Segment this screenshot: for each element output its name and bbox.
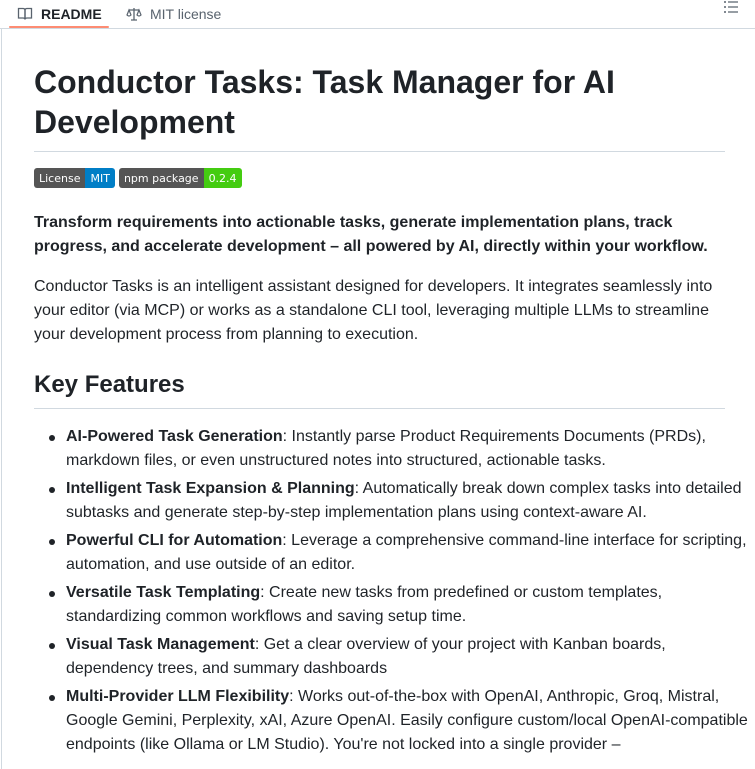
- feature-text: : Instantly parse Product Requirements Documents (PRDs), markdown files, or even unstructured notes into structured, actionable tasks.: [66, 428, 706, 469]
- tab-license-label: MIT license: [150, 6, 222, 22]
- list-item: [66, 633, 755, 681]
- npm-badge-label: npm package: [119, 168, 204, 188]
- license-badge[interactable]: [34, 168, 115, 188]
- features-list: [34, 425, 755, 761]
- list-item: [66, 685, 755, 757]
- license-badge-value: MIT: [85, 168, 114, 188]
- readme-tab-bar: [0, 0, 755, 29]
- tab-readme-label: README: [41, 6, 102, 22]
- feature-title: Visual Task Management: [66, 636, 255, 653]
- feature-text: : Get a clear overview of your project with Kanban boards, dependency trees, and summary dashboards: [66, 636, 666, 677]
- feature-text: : Create new tasks from predefined or custom templates, standardizing common workflows and saving setup time.: [66, 584, 663, 625]
- law-icon: [126, 6, 142, 22]
- feature-text: : Leverage a comprehensive command-line interface for scripting, automation, and use outside of an editor.: [66, 532, 747, 573]
- feature-title: Multi-Provider LLM Flexibility: [66, 688, 290, 705]
- tab-license[interactable]: [126, 0, 221, 28]
- feature-text: : Automatically break down complex tasks into detailed subtasks and generate step-by-step implementation plans using context-aware AI.: [66, 480, 742, 521]
- feature-text: : Works out-of-the-box with OpenAI, Anthropic, Groq, Mistral, Google Gemini, Perplexity, xAI, Azure OpenAI. Easily configure custom/local OpenAI-compatible endpoints (like Ollama or LM Studio). You're not locked into a single provider –: [66, 688, 748, 753]
- title-divider: [34, 151, 725, 152]
- list-item: [66, 425, 755, 473]
- feature-title: Versatile Task Templating: [66, 584, 261, 601]
- list-unordered-icon: [723, 0, 739, 14]
- list-item: [66, 529, 755, 577]
- readme-card: [1, 29, 755, 769]
- book-icon: [17, 6, 33, 22]
- tab-readme[interactable]: [17, 0, 102, 28]
- list-item: [66, 581, 755, 629]
- npm-badge-value: 0.2.4: [204, 168, 242, 188]
- active-tab-indicator: [9, 26, 109, 28]
- features-heading: Key Features: [34, 371, 185, 398]
- npm-badge[interactable]: [119, 168, 242, 188]
- feature-title: Powerful CLI for Automation: [66, 532, 283, 549]
- license-badge-label: License: [34, 168, 85, 188]
- feature-title: AI-Powered Task Generation: [66, 428, 283, 445]
- feature-title: Intelligent Task Expansion & Planning: [66, 480, 355, 497]
- list-item: [66, 477, 755, 525]
- features-divider: [34, 408, 725, 409]
- lead-paragraph: Transform requirements into actionable tasks, generate implementation plans, track progress, and accelerate development – all powered by AI, directly within your workflow.: [34, 214, 708, 255]
- intro-paragraph: Conductor Tasks is an intelligent assistant designed for developers. It integrates seamlessly into your editor (via MCP) or works as a standalone CLI tool, leveraging multiple LLMs to streamline your development process from planning to execution.: [34, 278, 713, 343]
- outline-button[interactable]: [723, 0, 739, 14]
- badges-row: [34, 168, 242, 188]
- readme-title: Conductor Tasks: Task Manager for AI Development: [34, 64, 615, 140]
